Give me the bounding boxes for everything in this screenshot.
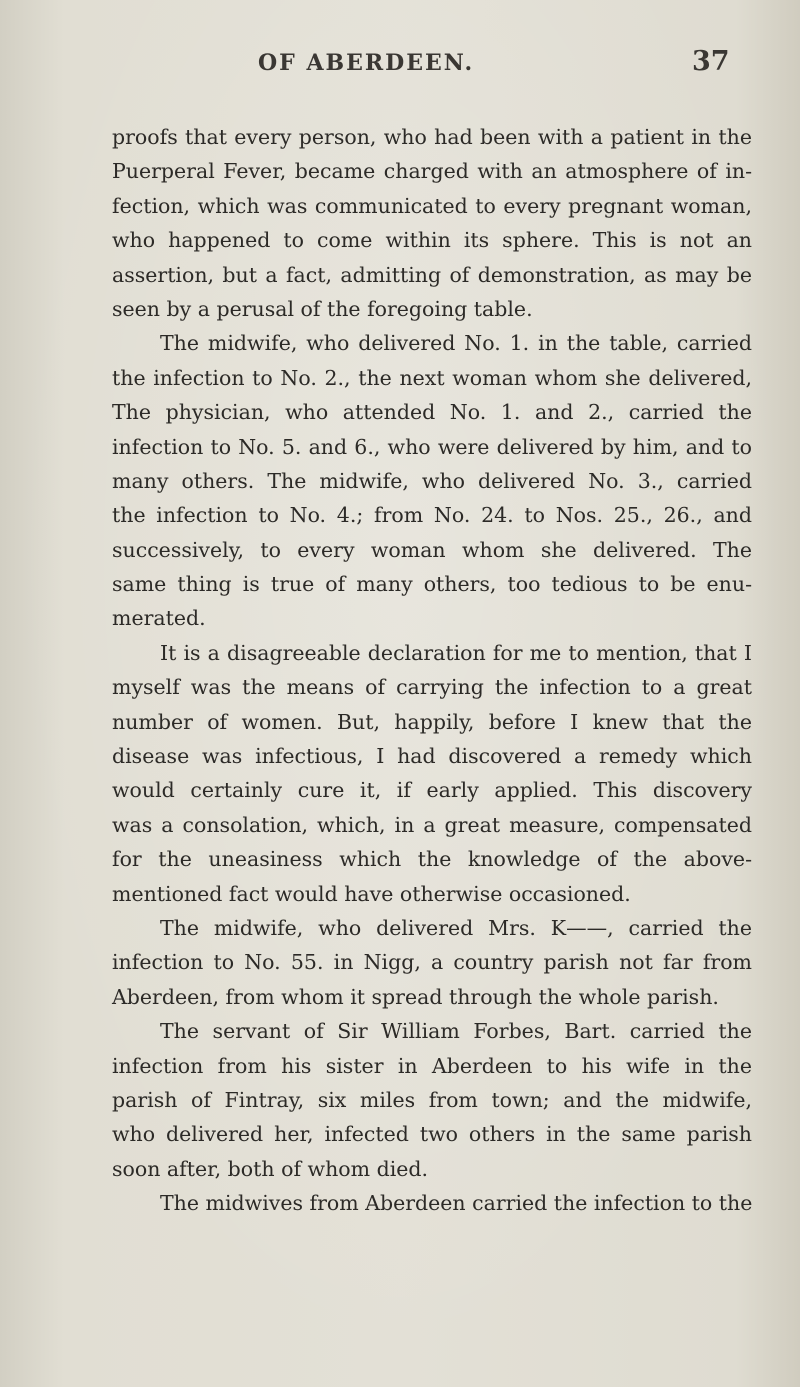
text-line: seen by a perusal of the foregoing table.: [112, 296, 533, 321]
text-line: the infection to No. 2., the next woman whom she delivered,: [112, 365, 752, 390]
text-line: The midwife, who delivered No. 1. in the table, carried: [160, 331, 752, 356]
body-text: [112, 120, 752, 1221]
text-line: fection, which was communicated to every pregnant woman,: [112, 193, 752, 218]
text-line: Aberdeen, from whom it spread through the whole parish.: [112, 984, 719, 1009]
text-line: proofs that every person, who had been with a patient in the: [112, 125, 752, 149]
text-line: parish of Fintray, six miles from town; and the midwife,: [112, 1087, 752, 1112]
paragraph: [112, 1014, 752, 1186]
paragraph: [112, 120, 752, 326]
text-line: Puerperal Fever, became charged with an atmosphere of in-: [112, 159, 752, 184]
text-line: The physician, who attended No. 1. and 2., carried the: [112, 400, 752, 425]
text-line: successively, to every woman whom she delivered. The: [112, 537, 752, 562]
text-line: for the uneasiness which the knowledge of the above-: [112, 847, 752, 872]
text-line: It is a disagreeable declaration for me to mention, that I: [160, 640, 752, 665]
text-line: The midwife, who delivered Mrs. K——, carried the: [160, 915, 752, 940]
paragraph: [112, 636, 752, 911]
paragraph: [112, 911, 752, 1014]
running-head: OF ABERDEEN.: [258, 50, 475, 76]
text-line: mentioned fact would have otherwise occasioned.: [112, 881, 631, 906]
text-line: merated.: [112, 606, 206, 631]
text-line: was a consolation, which, in a great measure, compensated: [112, 812, 752, 837]
text-line: number of women. But, happily, before I knew that the: [112, 709, 752, 734]
text-line: who happened to come within its sphere. This is not an: [112, 228, 752, 253]
text-line: soon after, both of whom died.: [112, 1156, 429, 1181]
text-line: myself was the means of carrying the infection to a great: [112, 675, 752, 700]
text-line: many others. The midwife, who delivered No. 3., carried: [112, 468, 752, 493]
page-header: [0, 46, 800, 90]
paragraph: [112, 326, 752, 636]
text-line: The servant of Sir William Forbes, Bart. carried the: [160, 1019, 752, 1044]
text-line: The midwives from Aberdeen carried the infection to the: [160, 1191, 753, 1216]
text-line: disease was infectious, I had discovered a remedy which: [112, 744, 752, 769]
text-line: the infection to No. 4.; from No. 24. to Nos. 25., 26., and: [112, 503, 752, 528]
text-line: infection to No. 5. and 6., who were delivered by him, and to: [112, 434, 752, 459]
text-line: same thing is true of many others, too tedious to be enu-: [112, 572, 752, 597]
page-number: 37: [692, 46, 730, 77]
paragraph: [112, 1186, 752, 1220]
text-line: infection from his sister in Aberdeen to his wife in the: [112, 1053, 752, 1078]
text-line: assertion, but a fact, admitting of demonstration, as may be: [112, 262, 752, 287]
text-line: would certainly cure it, if early applied. This discovery: [112, 778, 752, 803]
text-line: who delivered her, infected two others in the same parish: [112, 1122, 752, 1147]
text-line: infection to No. 55. in Nigg, a country parish not far from: [112, 950, 752, 975]
